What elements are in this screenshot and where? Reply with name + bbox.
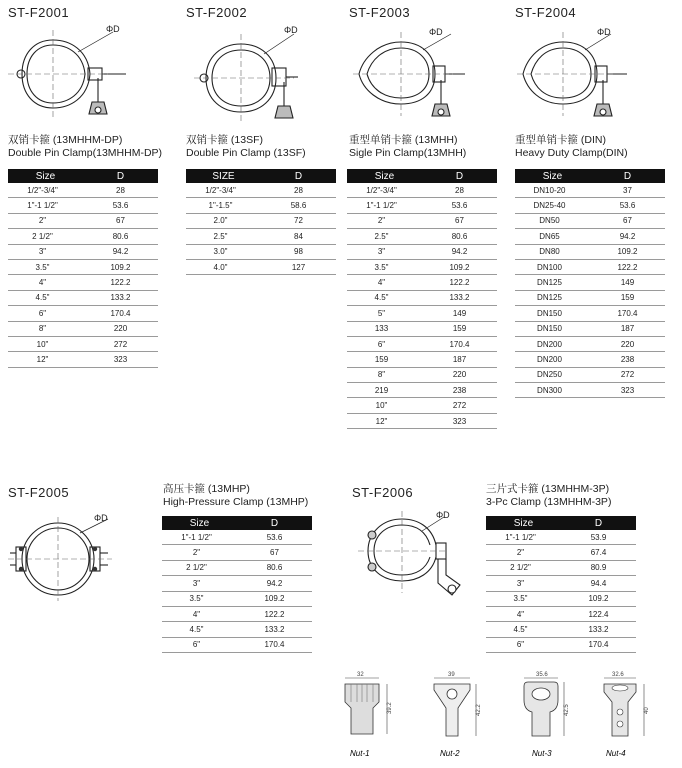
size-cell: 4" xyxy=(162,606,237,621)
diameter-cell: 84 xyxy=(261,229,336,244)
nut-4-label: Nut-4 xyxy=(606,749,626,758)
table-row xyxy=(162,622,312,637)
product-code-f2002: ST-F2002 xyxy=(186,5,248,20)
size-cell: 1/2"-3/4" xyxy=(347,183,422,198)
table-row xyxy=(186,183,336,198)
size-cell: 2.5" xyxy=(186,229,261,244)
d-column-header: D xyxy=(83,169,158,183)
table-row xyxy=(8,290,158,305)
size-table-f2003 xyxy=(347,169,497,429)
size-cell: 3.5" xyxy=(347,259,422,274)
size-cell: 3.5" xyxy=(486,591,561,606)
diameter-cell: 170.4 xyxy=(590,306,665,321)
table-row xyxy=(347,198,497,213)
diameter-cell: 94.2 xyxy=(422,244,497,259)
size-cell: 219 xyxy=(347,383,422,398)
diameter-cell: 72 xyxy=(261,213,336,228)
size-cell: 12" xyxy=(8,352,83,367)
table-row xyxy=(162,545,312,560)
table-row xyxy=(515,259,665,274)
table-header-row xyxy=(162,516,312,530)
nut-1-drawing xyxy=(335,670,415,765)
diameter-cell: 37 xyxy=(590,183,665,198)
table-header-row xyxy=(186,169,336,183)
size-cell: 6" xyxy=(347,336,422,351)
diameter-cell: 109.2 xyxy=(422,259,497,274)
table-row xyxy=(486,545,636,560)
table-row xyxy=(8,259,158,274)
table-row xyxy=(347,183,497,198)
table-row xyxy=(515,352,665,367)
diameter-cell: 53.6 xyxy=(422,198,497,213)
three-piece-clamp-drawing xyxy=(352,505,482,615)
diameter-cell: 28 xyxy=(422,183,497,198)
size-cell: 2 1/2" xyxy=(8,229,83,244)
size-cell: 1"-1 1/2" xyxy=(486,530,561,545)
product-title-f2004: 重型单销卡箍 (DIN) Heavy Duty Clamp(DIN) xyxy=(515,134,628,159)
size-table-f2006 xyxy=(486,516,636,653)
diameter-cell: 170.4 xyxy=(422,336,497,351)
size-cell: DN10-20 xyxy=(515,183,590,198)
size-cell: 1"-1.5" xyxy=(186,198,261,213)
size-column-header: Size xyxy=(8,169,83,183)
table-row xyxy=(347,413,497,428)
table-row xyxy=(515,383,665,398)
diameter-cell: 272 xyxy=(83,336,158,351)
size-cell: 6" xyxy=(8,306,83,321)
table-row xyxy=(162,637,312,652)
diameter-cell: 122.4 xyxy=(561,606,636,621)
product-code-f2001: ST-F2001 xyxy=(8,5,70,20)
table-row xyxy=(8,321,158,336)
diameter-cell: 53.6 xyxy=(590,198,665,213)
diameter-cell: 170.4 xyxy=(237,637,312,652)
diameter-cell: 28 xyxy=(83,183,158,198)
nut-3-drawing xyxy=(510,670,590,765)
table-header-row xyxy=(486,516,636,530)
nut-1-height: 39.2 xyxy=(387,702,393,714)
table-row xyxy=(8,336,158,351)
size-cell: DN150 xyxy=(515,306,590,321)
single-pin-clamp-drawing xyxy=(349,22,489,132)
diameter-cell: 98 xyxy=(261,244,336,259)
size-cell: 4.5" xyxy=(347,290,422,305)
size-table-f2002 xyxy=(186,169,336,275)
diameter-cell: 109.2 xyxy=(237,591,312,606)
size-cell: 2" xyxy=(162,545,237,560)
diameter-cell: 109.2 xyxy=(83,259,158,274)
diameter-label: ΦD xyxy=(106,24,120,34)
size-cell: 10" xyxy=(8,336,83,351)
table-row xyxy=(347,229,497,244)
nut-3-width: 35.6 xyxy=(536,672,548,678)
size-cell: 1/2"-3/4" xyxy=(8,183,83,198)
table-row xyxy=(486,637,636,652)
table-row xyxy=(515,183,665,198)
table-row xyxy=(8,244,158,259)
size-cell: 2" xyxy=(8,213,83,228)
nut-3-height: 42.5 xyxy=(564,704,570,716)
diameter-cell: 109.2 xyxy=(561,591,636,606)
table-row xyxy=(347,290,497,305)
nut-3-label: Nut-3 xyxy=(532,749,552,758)
table-row xyxy=(347,244,497,259)
size-cell: 6" xyxy=(486,637,561,652)
diameter-cell: 238 xyxy=(422,383,497,398)
product-title-f2003: 重型单销卡箍 (13MHH) Sigle Pin Clamp(13MHH) xyxy=(349,134,467,159)
size-cell: 8" xyxy=(8,321,83,336)
product-code-f2004: ST-F2004 xyxy=(515,5,577,20)
table-row xyxy=(486,622,636,637)
high-pressure-clamp-drawing xyxy=(8,505,138,615)
table-row xyxy=(186,213,336,228)
nut-2-drawing xyxy=(420,670,500,765)
table-row xyxy=(486,560,636,575)
size-cell: 6" xyxy=(162,637,237,652)
table-row xyxy=(515,306,665,321)
diameter-cell: 323 xyxy=(83,352,158,367)
diameter-label: ΦD xyxy=(436,510,450,520)
diameter-cell: 149 xyxy=(590,275,665,290)
product-title-f2005: 高压卡箍 (13MHP) High-Pressure Clamp (13MHP) xyxy=(163,483,309,508)
table-row xyxy=(8,213,158,228)
diameter-cell: 122.2 xyxy=(590,259,665,274)
diameter-cell: 58.6 xyxy=(261,198,336,213)
d-column-header: D xyxy=(422,169,497,183)
size-column-header: SIZE xyxy=(186,169,261,183)
diameter-cell: 220 xyxy=(83,321,158,336)
product-code-f2003: ST-F2003 xyxy=(349,5,411,20)
size-cell: DN200 xyxy=(515,336,590,351)
diameter-cell: 94.2 xyxy=(83,244,158,259)
d-column-header: D xyxy=(561,516,636,530)
diameter-cell: 28 xyxy=(261,183,336,198)
diameter-cell: 53.6 xyxy=(83,198,158,213)
diameter-cell: 170.4 xyxy=(561,637,636,652)
size-cell: 4" xyxy=(486,606,561,621)
nut-2-height: 42.2 xyxy=(476,704,482,716)
size-cell: 3.0" xyxy=(186,244,261,259)
table-row xyxy=(515,290,665,305)
diameter-cell: 53.9 xyxy=(561,530,636,545)
size-cell: 2.5" xyxy=(347,229,422,244)
size-cell: 1"-1 1/2" xyxy=(8,198,83,213)
size-column-header: Size xyxy=(347,169,422,183)
diameter-cell: 94.2 xyxy=(590,229,665,244)
table-row xyxy=(186,229,336,244)
size-column-header: Size xyxy=(486,516,561,530)
table-row xyxy=(186,259,336,274)
size-cell: 3" xyxy=(162,576,237,591)
diameter-cell: 122.2 xyxy=(237,606,312,621)
table-row xyxy=(486,530,636,545)
table-row xyxy=(347,336,497,351)
table-row xyxy=(162,591,312,606)
table-row xyxy=(515,336,665,351)
diameter-cell: 133.2 xyxy=(561,622,636,637)
table-row xyxy=(515,321,665,336)
diameter-cell: 220 xyxy=(590,336,665,351)
diameter-cell: 220 xyxy=(422,367,497,382)
size-cell: 3.5" xyxy=(8,259,83,274)
nut-4-drawing xyxy=(596,670,676,765)
size-table-f2001 xyxy=(8,169,158,368)
table-row xyxy=(162,530,312,545)
diameter-cell: 80.9 xyxy=(561,560,636,575)
size-cell: DN150 xyxy=(515,321,590,336)
table-row xyxy=(347,383,497,398)
table-row xyxy=(162,576,312,591)
size-cell: DN80 xyxy=(515,244,590,259)
diameter-cell: 109.2 xyxy=(590,244,665,259)
double-pin-clamp-drawing xyxy=(8,22,148,132)
size-cell: 4.5" xyxy=(486,622,561,637)
table-header-row xyxy=(347,169,497,183)
table-row xyxy=(347,367,497,382)
diameter-cell: 159 xyxy=(422,321,497,336)
diameter-cell: 80.6 xyxy=(83,229,158,244)
table-row xyxy=(515,275,665,290)
table-row xyxy=(347,352,497,367)
diameter-cell: 80.6 xyxy=(422,229,497,244)
table-row xyxy=(186,244,336,259)
diameter-cell: 133.2 xyxy=(237,622,312,637)
size-cell: 4.5" xyxy=(8,290,83,305)
table-row xyxy=(486,576,636,591)
diameter-cell: 272 xyxy=(422,398,497,413)
size-cell: DN25-40 xyxy=(515,198,590,213)
diameter-cell: 94.2 xyxy=(237,576,312,591)
size-cell: 8" xyxy=(347,367,422,382)
diameter-cell: 272 xyxy=(590,367,665,382)
heavy-duty-clamp-drawing xyxy=(515,22,655,132)
size-cell: 133 xyxy=(347,321,422,336)
size-cell: 2.0" xyxy=(186,213,261,228)
size-cell: 12" xyxy=(347,413,422,428)
table-row xyxy=(515,198,665,213)
diameter-cell: 67 xyxy=(590,213,665,228)
table-row xyxy=(347,275,497,290)
table-row xyxy=(515,367,665,382)
table-row xyxy=(515,244,665,259)
size-cell: 3" xyxy=(486,576,561,591)
diameter-cell: 80.6 xyxy=(237,560,312,575)
table-row xyxy=(8,198,158,213)
size-cell: 1"-1 1/2" xyxy=(347,198,422,213)
table-row xyxy=(347,398,497,413)
d-column-header: D xyxy=(590,169,665,183)
diameter-cell: 122.2 xyxy=(422,275,497,290)
table-row xyxy=(8,306,158,321)
table-header-row xyxy=(515,169,665,183)
product-code-f2005: ST-F2005 xyxy=(8,485,70,500)
diameter-cell: 122.2 xyxy=(83,275,158,290)
size-cell: 3" xyxy=(8,244,83,259)
diameter-cell: 323 xyxy=(422,413,497,428)
size-cell: DN65 xyxy=(515,229,590,244)
table-row xyxy=(8,275,158,290)
diameter-cell: 67.4 xyxy=(561,545,636,560)
table-row xyxy=(515,213,665,228)
nut-4-height: 40 xyxy=(644,707,650,714)
table-row xyxy=(347,306,497,321)
product-title-f2001: 双销卡箍 (13MHHM-DP) Double Pin Clamp(13MHHM-DP) xyxy=(8,134,163,159)
product-title-f2002: 双销卡箍 (13SF) Double Pin Clamp (13SF) xyxy=(186,134,306,159)
product-title-f2006: 三片式卡箍 (13MHHM-3P) 3-Pc Clamp (13MHHM-3P) xyxy=(486,483,612,508)
diameter-cell: 127 xyxy=(261,259,336,274)
table-row xyxy=(162,560,312,575)
size-cell: DN100 xyxy=(515,259,590,274)
size-cell: 2 1/2" xyxy=(486,560,561,575)
diameter-cell: 149 xyxy=(422,306,497,321)
double-pin-clamp-13sf-drawing xyxy=(186,22,326,132)
table-row xyxy=(486,606,636,621)
table-row xyxy=(347,321,497,336)
diameter-cell: 94.4 xyxy=(561,576,636,591)
size-cell: DN50 xyxy=(515,213,590,228)
diameter-label: ΦD xyxy=(284,25,298,35)
table-row xyxy=(8,183,158,198)
size-cell: 4.0" xyxy=(186,259,261,274)
table-row xyxy=(486,591,636,606)
diameter-label: ΦD xyxy=(94,513,108,523)
size-table-f2004 xyxy=(515,169,665,398)
size-table-f2005 xyxy=(162,516,312,653)
size-column-header: Size xyxy=(515,169,590,183)
size-cell: DN125 xyxy=(515,290,590,305)
table-row xyxy=(515,229,665,244)
diameter-cell: 133.2 xyxy=(422,290,497,305)
diameter-cell: 238 xyxy=(590,352,665,367)
size-cell: DN200 xyxy=(515,352,590,367)
nut-4-width: 32.6 xyxy=(612,672,624,678)
nut-1-width: 32 xyxy=(357,672,364,678)
nut-2-width: 39 xyxy=(448,672,455,678)
size-cell: DN250 xyxy=(515,367,590,382)
nut-2-label: Nut-2 xyxy=(440,749,460,758)
size-cell: 1"-1 1/2" xyxy=(162,530,237,545)
size-cell: DN125 xyxy=(515,275,590,290)
table-row xyxy=(8,229,158,244)
size-cell: 2 1/2" xyxy=(162,560,237,575)
table-header-row xyxy=(8,169,158,183)
size-cell: 4.5" xyxy=(162,622,237,637)
diameter-cell: 323 xyxy=(590,383,665,398)
size-cell: 2" xyxy=(347,213,422,228)
size-cell: 1/2"-3/4" xyxy=(186,183,261,198)
size-cell: 4" xyxy=(347,275,422,290)
table-row xyxy=(347,213,497,228)
diameter-cell: 67 xyxy=(83,213,158,228)
size-cell: 2" xyxy=(486,545,561,560)
diameter-cell: 53.6 xyxy=(237,530,312,545)
size-cell: 3" xyxy=(347,244,422,259)
size-column-header: Size xyxy=(162,516,237,530)
diameter-label: ΦD xyxy=(597,27,611,37)
diameter-label: ΦD xyxy=(429,27,443,37)
diameter-cell: 159 xyxy=(590,290,665,305)
table-row xyxy=(8,352,158,367)
table-row xyxy=(186,198,336,213)
d-column-header: D xyxy=(261,169,336,183)
diameter-cell: 67 xyxy=(237,545,312,560)
size-cell: DN300 xyxy=(515,383,590,398)
diameter-cell: 187 xyxy=(590,321,665,336)
size-cell: 159 xyxy=(347,352,422,367)
diameter-cell: 170.4 xyxy=(83,306,158,321)
diameter-cell: 133.2 xyxy=(83,290,158,305)
table-row xyxy=(162,606,312,621)
diameter-cell: 67 xyxy=(422,213,497,228)
nut-1-label: Nut-1 xyxy=(350,749,370,758)
size-cell: 3.5" xyxy=(162,591,237,606)
d-column-header: D xyxy=(237,516,312,530)
size-cell: 4" xyxy=(8,275,83,290)
table-row xyxy=(347,259,497,274)
diameter-cell: 187 xyxy=(422,352,497,367)
size-cell: 5" xyxy=(347,306,422,321)
size-cell: 10" xyxy=(347,398,422,413)
product-code-f2006: ST-F2006 xyxy=(352,485,414,500)
